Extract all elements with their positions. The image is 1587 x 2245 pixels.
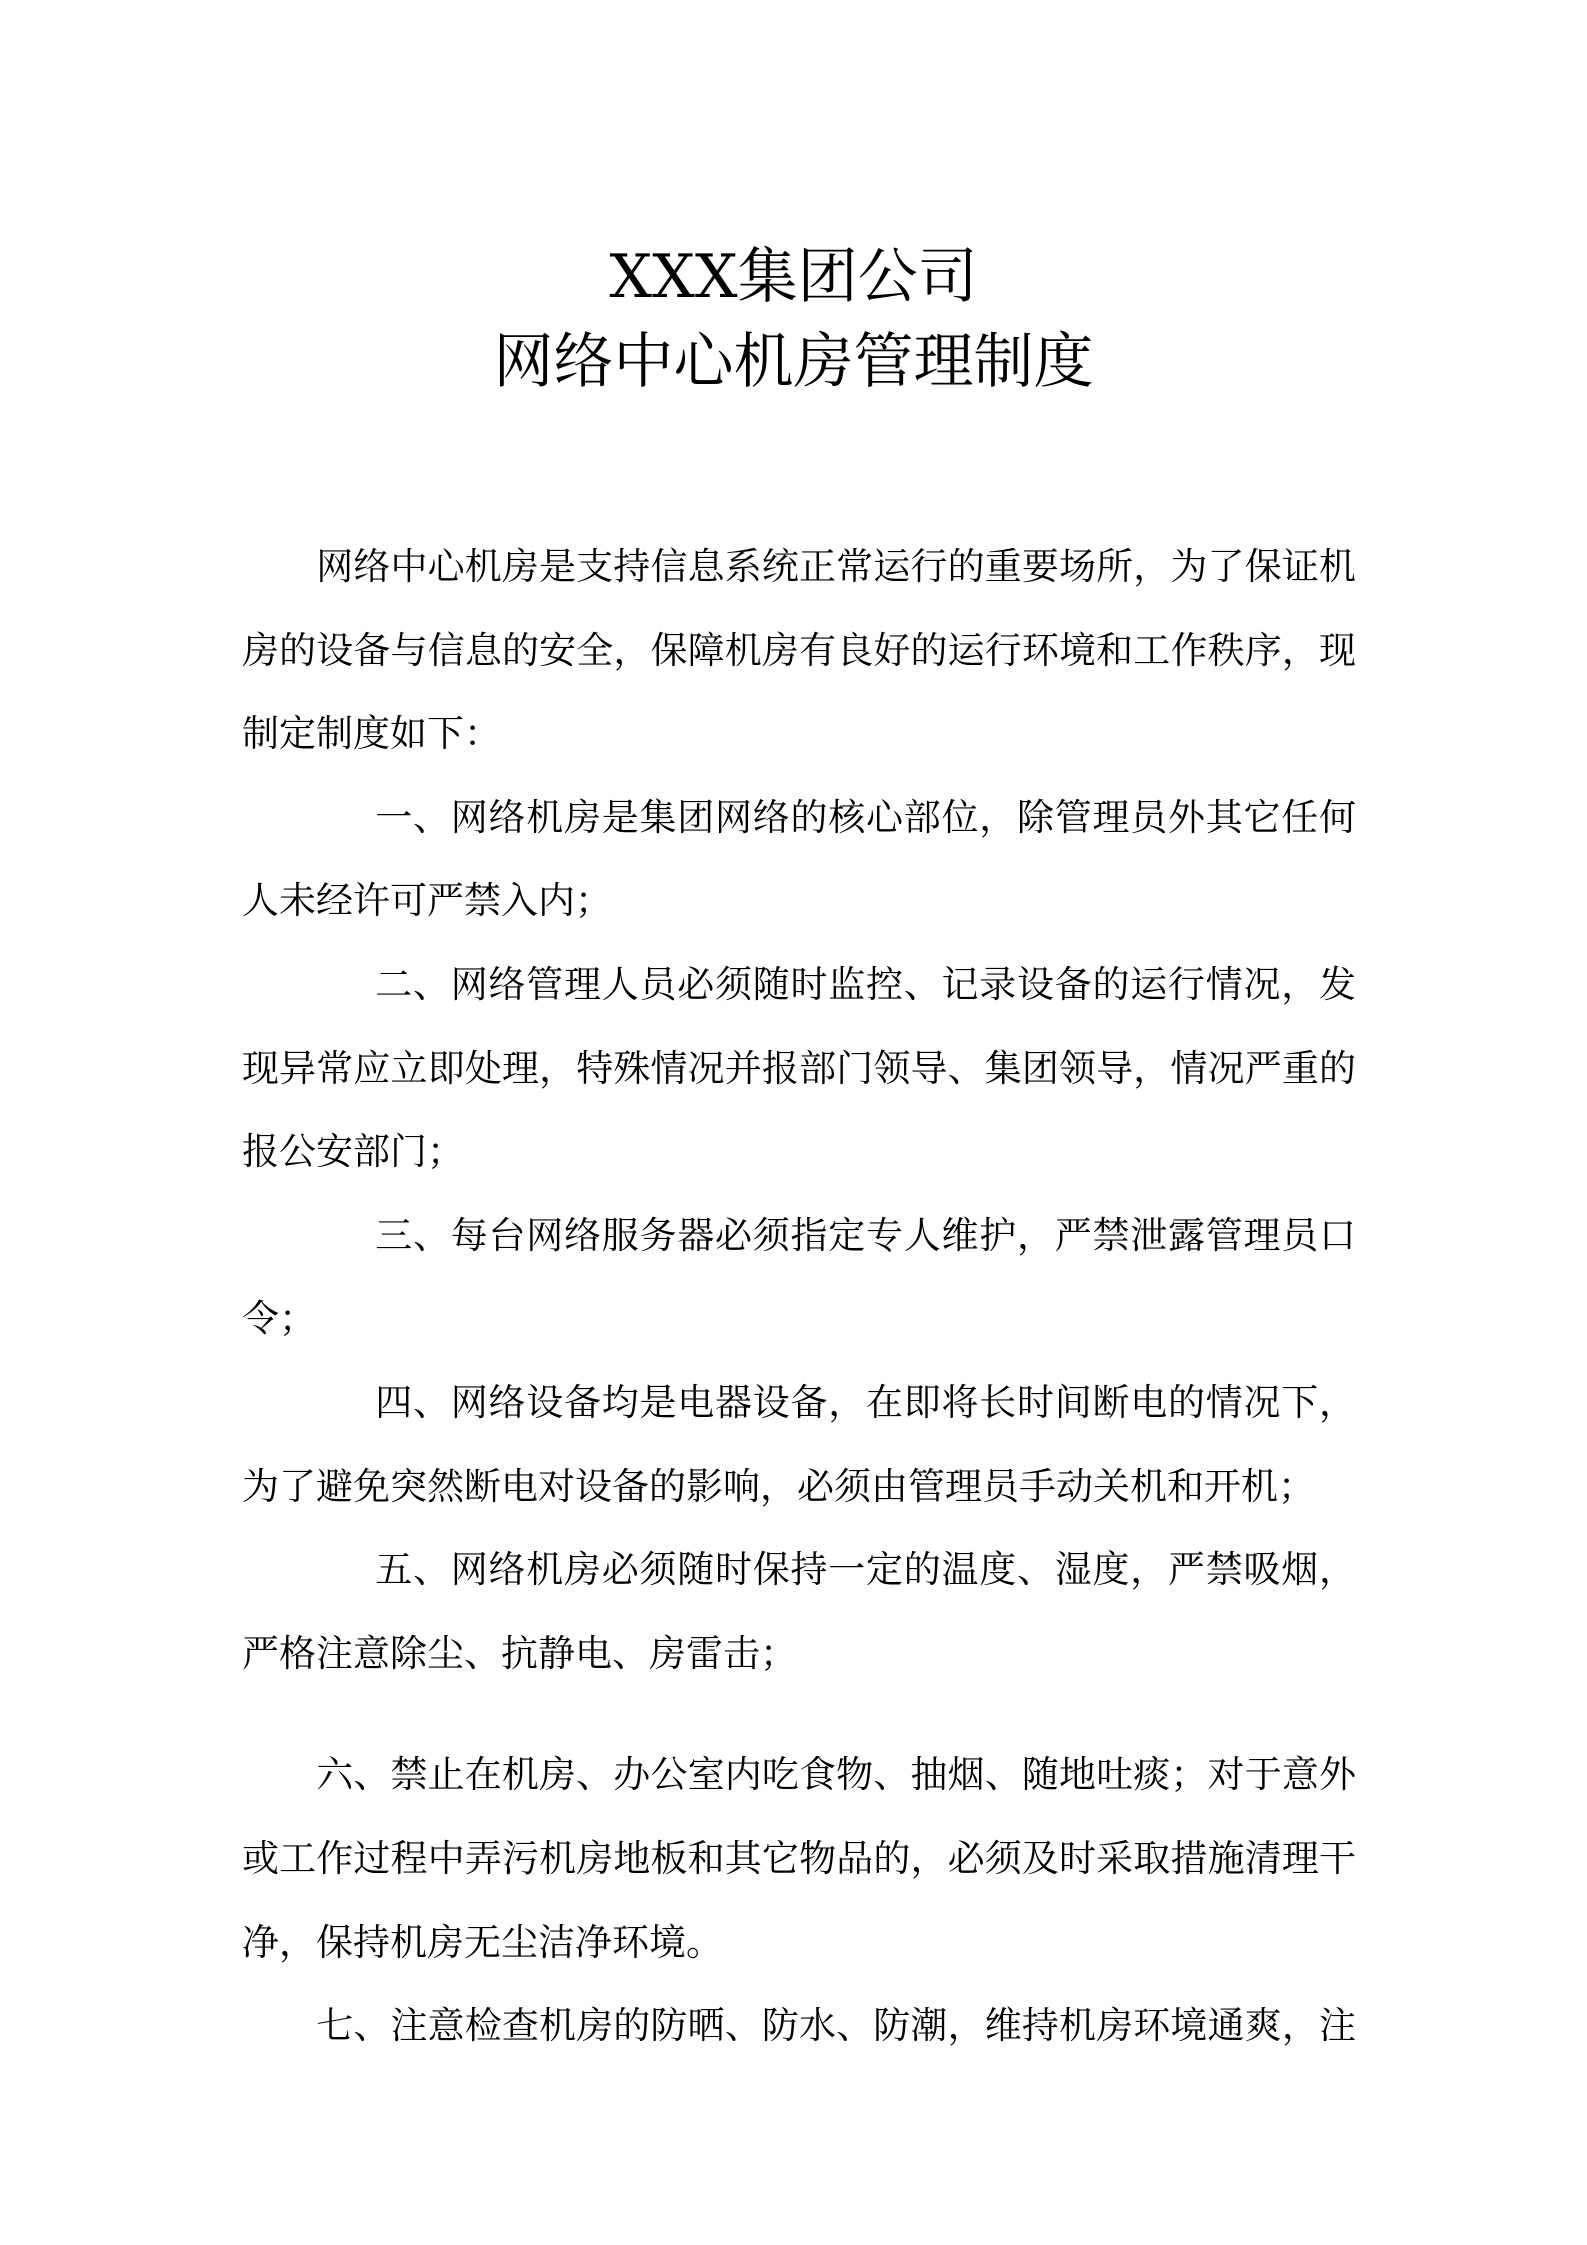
paragraph-2-line: 人未经许可严禁入内； <box>242 879 612 923</box>
paragraph-1-line: 房的设备与信息的安全，保障机房有良好的运行环境和工作秩序，现 <box>242 628 1356 672</box>
paragraph-6-line: 五、网络机房必须随时保持一定的温度、湿度，严禁吸烟， <box>375 1548 1356 1592</box>
paragraph-3-line: 报公安部门； <box>242 1130 464 1174</box>
paragraph-5-line: 四、网络设备均是电器设备，在即将长时间断电的情况下， <box>375 1381 1356 1424</box>
paragraph-2-line: 一、网络机房是集团网络的核心部位，除管理员外其它任何 <box>375 795 1356 839</box>
document-title-regulation: 网络中心机房管理制度 <box>493 327 1094 397</box>
paragraph-4-line: 令； <box>242 1297 316 1341</box>
paragraph-1-line: 制定制度如下： <box>242 712 501 756</box>
paragraph-6-line: 严格注意除尘、抗静电、房雷击； <box>242 1631 797 1675</box>
paragraph-3-line: 二、网络管理人员必须随时监控、记录设备的运行情况，发 <box>375 963 1356 1006</box>
paragraph-7-line: 或工作过程中弄污机房地板和其它物品的，必须及时采取措施清理干 <box>242 1837 1356 1880</box>
paragraph-4-line: 三、每台网络服务器必须指定专人维护，严禁泄露管理员口 <box>375 1213 1356 1257</box>
document-title-company: XXX集团公司 <box>609 242 978 312</box>
paragraph-5-line: 为了避免突然断电对设备的影响，必须由管理员手动关机和开机； <box>242 1464 1315 1508</box>
paragraph-7-line: 六、禁止在机房、办公室内吃食物、抽烟、随地吐痰；对于意外 <box>316 1753 1356 1797</box>
paragraph-1-line: 网络中心机房是支持信息系统正常运行的重要场所，为了保证机 <box>316 545 1356 588</box>
paragraph-7-line: 净，保持机房无尘洁净环境。 <box>242 1920 723 1964</box>
paragraph-3-line: 现异常应立即处理，特殊情况并报部门领导、集团领导，情况严重的 <box>242 1046 1356 1090</box>
paragraph-8-line: 七、注意检查机房的防晒、防水、防潮，维持机房环境通爽，注 <box>316 2004 1356 2048</box>
